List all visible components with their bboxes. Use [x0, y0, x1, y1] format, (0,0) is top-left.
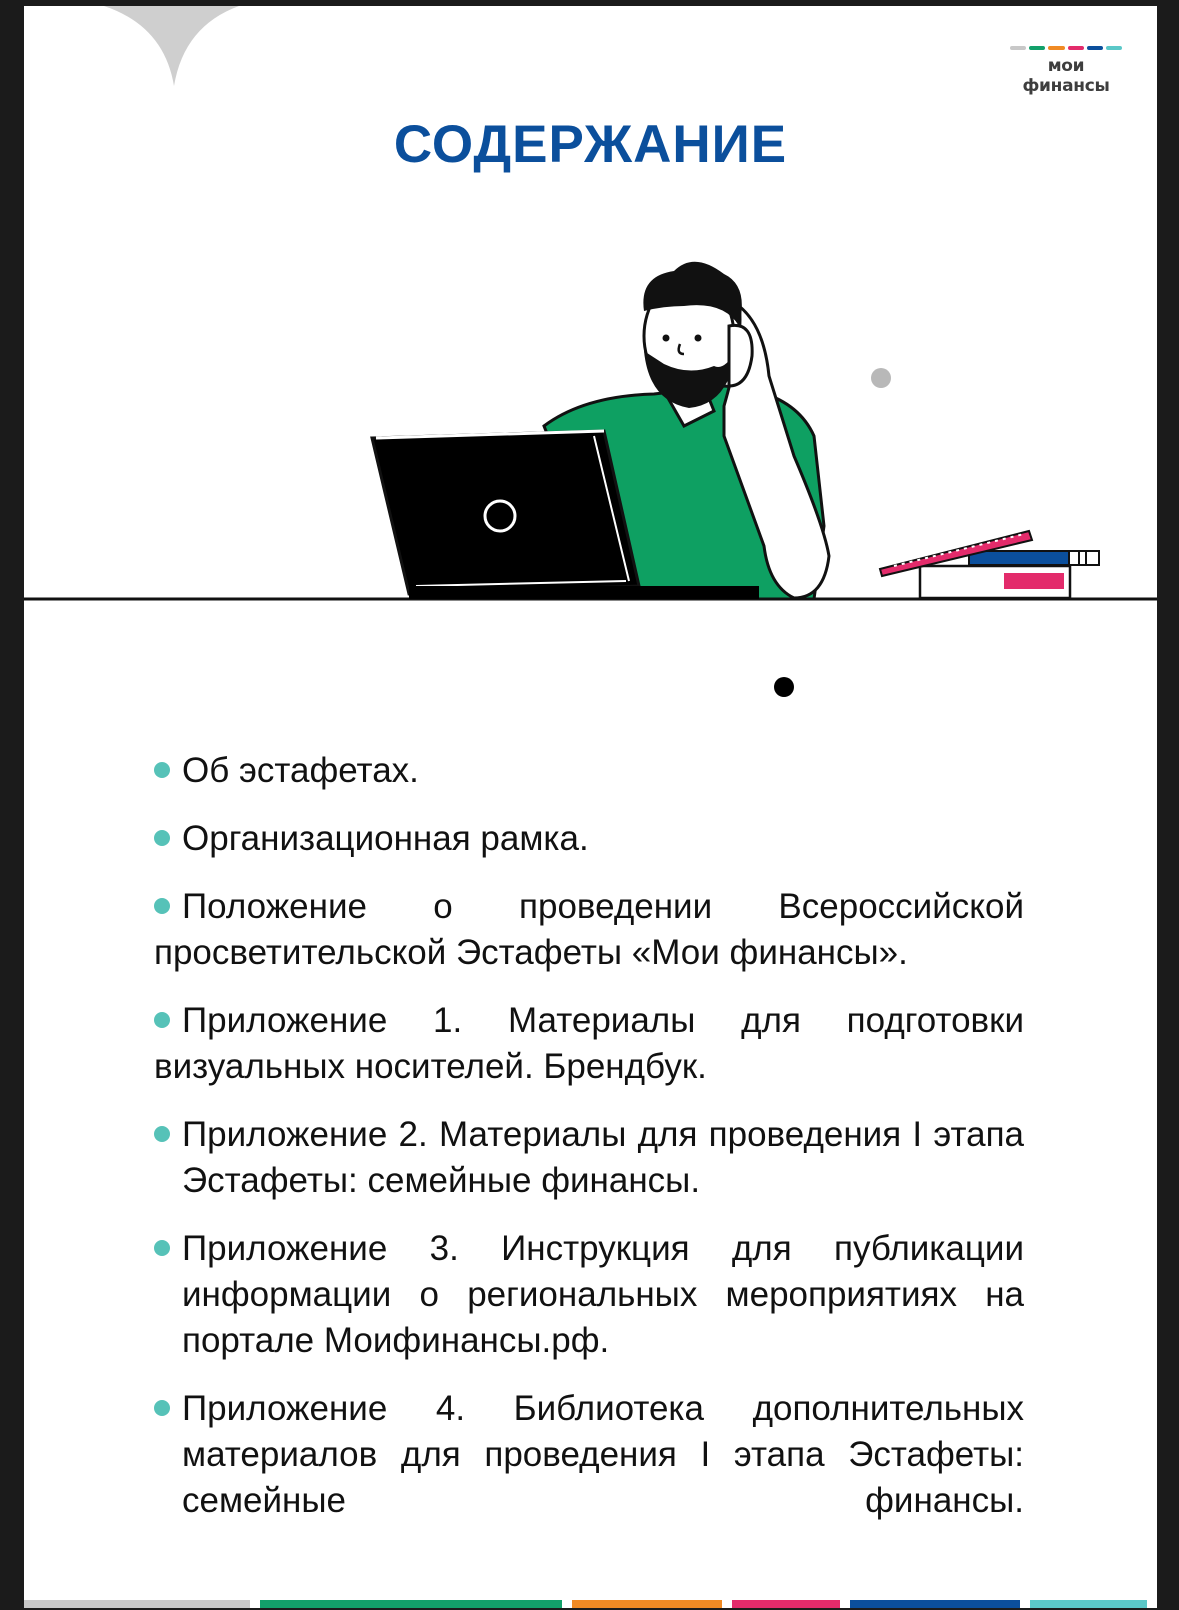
brand-name: мои финансы — [1022, 56, 1110, 96]
brand-bar-segment — [260, 1600, 562, 1608]
brand-bar-segment — [24, 1600, 250, 1608]
page-title: СОДЕРЖАНИЕ — [393, 115, 788, 174]
brand-stripe — [1087, 46, 1103, 50]
bullet-icon — [154, 1012, 170, 1028]
bullet-icon — [154, 830, 170, 846]
brand-stripe — [1068, 46, 1084, 50]
corner-decoration — [24, 6, 284, 96]
eye — [695, 335, 702, 342]
decorative-dot — [871, 368, 891, 388]
brand-stripe — [1010, 46, 1026, 50]
document-page — [24, 6, 1157, 1608]
toc-item: Об эстафетах. — [154, 748, 1024, 794]
decorative-dot — [774, 677, 794, 697]
eye — [663, 335, 670, 342]
bullet-icon — [154, 1126, 170, 1142]
toc-item: Приложение 2. Материалы для проведения I этапа Эстафеты: семейные финансы. — [154, 1112, 1024, 1204]
toc-item: Приложение 4. Библиотека дополнительных материалов для проведения I этапа Эстафеты: семейные финансы. — [154, 1386, 1024, 1524]
brand-stripe — [1029, 46, 1045, 50]
bullet-icon — [154, 762, 170, 778]
toc-item: Приложение 1. Материалы для подготовки визуальных носителей. Брендбук. — [154, 1001, 1024, 1086]
brand-bar-segment — [1030, 1600, 1147, 1608]
bullet-icon — [154, 898, 170, 914]
bullet-icon — [154, 1240, 170, 1256]
brand-stripe — [1048, 46, 1064, 50]
brand-bar-segment — [572, 1600, 722, 1608]
bullet-icon — [154, 1400, 170, 1416]
brand-logo — [1010, 46, 1150, 96]
toc-item: Организационная рамка. — [154, 816, 1024, 862]
toc-item: Приложение 3. Инструкция для публикации информации о региональных мероприятиях на портале Моифинансы.рф. — [154, 1226, 1024, 1364]
toc-item: Положение о проведении Всероссийской просветительской Эстафеты «Мои финансы». — [154, 887, 1024, 972]
brand-bar-segment — [850, 1600, 1020, 1608]
table-of-contents — [154, 748, 1024, 1546]
brand-bottom-bar — [24, 1600, 1157, 1608]
illustration-man-at-laptop — [24, 226, 1157, 706]
brand-stripes — [1010, 46, 1122, 50]
brand-stripe — [1106, 46, 1122, 50]
brand-bar-segment — [732, 1600, 840, 1608]
